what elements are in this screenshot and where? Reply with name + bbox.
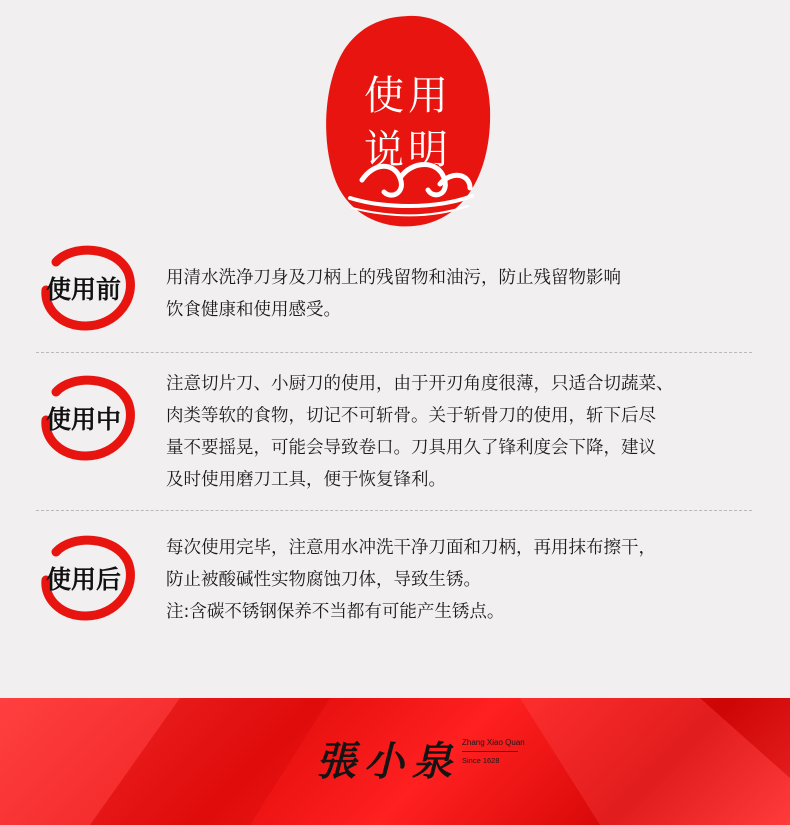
section-text bbox=[166, 262, 766, 326]
seal-title-line1: 使用 bbox=[364, 73, 452, 119]
text-line: 注意切片刀、小厨刀的使用，由于开刃角度很薄，只适合切蔬菜、 bbox=[166, 374, 674, 394]
dashed-divider bbox=[36, 352, 752, 353]
text-line: 防止被酸碱性实物腐蚀刀体，导致生锈。 bbox=[166, 570, 481, 590]
section-text bbox=[166, 368, 766, 496]
text-line: 及时使用磨刀工具，便于恢复锋利。 bbox=[166, 470, 446, 490]
seal-title-line2: 说明 bbox=[364, 127, 452, 173]
badge-before-use bbox=[38, 242, 138, 332]
text-line: 用清水洗净刀身及刀柄上的残留物和油污，防止残留物影响 bbox=[166, 268, 621, 288]
text-line: 肉类等软的食物，切记不可斩骨。关于斩骨刀的使用，斩下后尽 bbox=[166, 406, 656, 426]
brand-since: Since 1628 bbox=[462, 756, 500, 765]
section-text bbox=[166, 532, 766, 628]
badge-label: 使用后 bbox=[46, 565, 122, 594]
brand-name-en: Zhang Xiao Quan bbox=[462, 738, 525, 747]
brand-rule bbox=[462, 751, 518, 752]
badge-after-use bbox=[38, 532, 138, 622]
dashed-divider bbox=[36, 510, 752, 511]
badge-label: 使用中 bbox=[46, 405, 122, 434]
brand-logo-cn: 張小泉 bbox=[316, 738, 460, 785]
text-line: 饮食健康和使用感受。 bbox=[166, 300, 341, 320]
badge-label: 使用前 bbox=[46, 275, 122, 304]
seal-emblem bbox=[322, 12, 494, 230]
text-line: 量不要摇晃，可能会导致卷口。刀具用久了锋利度会下降，建议 bbox=[166, 438, 656, 458]
brand-footer bbox=[0, 698, 790, 825]
text-line: 每次使用完毕，注意用水冲洗干净刀面和刀柄，再用抹布擦干， bbox=[166, 538, 656, 558]
badge-during-use bbox=[38, 372, 138, 462]
text-line: 注:含碳不锈钢保养不当都有可能产生锈点。 bbox=[166, 602, 505, 622]
